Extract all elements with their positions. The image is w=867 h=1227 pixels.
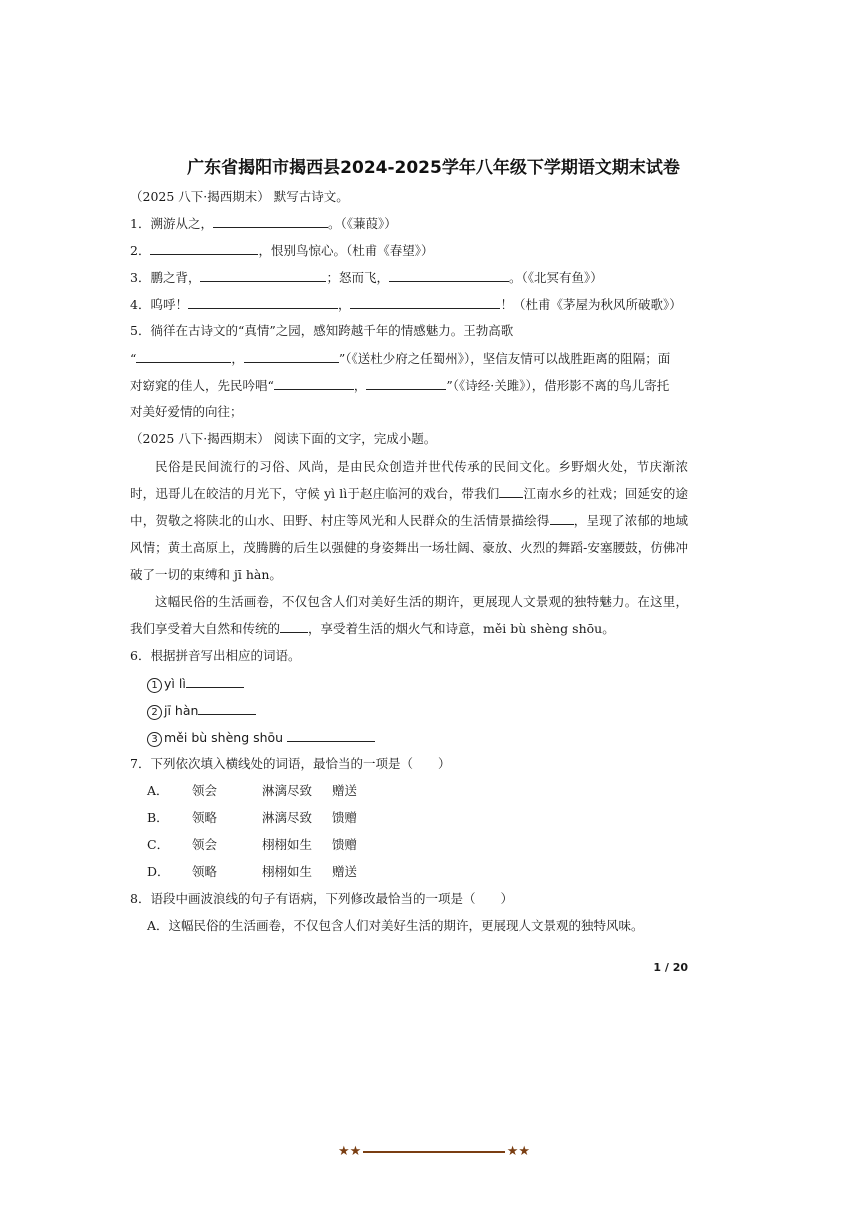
q6-item-3-marker: 3	[147, 732, 162, 747]
q6-item-3	[147, 727, 707, 748]
q5-blank-1[interactable]	[136, 348, 231, 363]
page-title: 广东省揭阳市揭西县2024-2025学年八年级下学期语文期末试卷	[187, 158, 680, 178]
passage1-text-c: ，呈现了浓郁的地域风情；黄土高原上，茂腾腾的后生以强健的身姿舞出一场壮阔、豪放、火烈的舞蹈-安塞腰鼓，仿佛冲破了一切的束缚和 jī hàn。	[130, 513, 688, 582]
q5-text-c: ”（《送杜少府之任蜀州》），坚信友情可以战胜距离的阻隔；面	[338, 351, 671, 366]
q4-text-c: ！（杜甫《茅屋为秋风所破歌》）	[500, 297, 682, 312]
q7-option-d-word-2: 栩栩如生	[262, 864, 313, 879]
passage2-text-a: 这幅民俗的生活画卷，不仅包含人们对美好生活的期许，更展现人文景观的独特魅力。在这里，我们享受着大自然和传统的	[130, 594, 688, 636]
q3-text-a: 3．鹏之背，	[130, 270, 201, 285]
q6-item-1-blank[interactable]	[186, 673, 244, 688]
q6-item-2-pinyin: jī hàn	[164, 703, 199, 718]
q7-option-b-label: B．	[147, 810, 169, 825]
q5-text-l3c: ”（《诗经·关雎》），借形影不离的鸟儿寄托	[446, 378, 670, 393]
q2-text-b: ，恨别鸟惊心。（杜甫《春望》）	[258, 243, 434, 258]
q7-option-a-label: A．	[147, 783, 169, 798]
q6-item-3-blank[interactable]	[287, 727, 375, 742]
q6-item-2-marker: 2	[147, 705, 162, 720]
question-1	[130, 213, 690, 234]
passage-blank-2[interactable]	[550, 510, 574, 525]
question-2	[130, 240, 690, 261]
passage-blank-1[interactable]	[499, 483, 523, 498]
passage1-text-a: 民俗是民间流行的习俗、风尚，是由民众创造并世代传承的民间文化。乡野烟火处，节庆渐浓时，迅哥儿在皎洁的月光下，守候 yì lì于赵庄临河的戏台，带我们	[130, 459, 688, 501]
q5-blank-2[interactable]	[244, 348, 339, 363]
q6-item-3-pinyin: měi bù shèng shōu	[164, 730, 284, 745]
q6-item-2-blank[interactable]	[198, 700, 256, 715]
section-header-1: （2025 八下·揭西期末） 默写古诗文。	[130, 189, 349, 204]
q8-option-a[interactable]: A．这幅民俗的生活画卷，不仅包含人们对美好生活的期许，更展现人文景观的独特风味。	[147, 918, 644, 933]
q7-option-a-word-1: 领会	[192, 783, 218, 798]
q4-blank-2[interactable]	[350, 294, 500, 309]
passage-blank-3[interactable]	[280, 618, 308, 633]
passage2-text-b: ，享受着生活的烟火气和诗意，měi bù shèng shōu。	[308, 621, 615, 636]
q7-option-d-word-1: 领略	[192, 864, 218, 879]
question-5-line-3	[130, 375, 690, 396]
footer-ornament	[338, 1143, 530, 1161]
q4-text-b: ，	[337, 297, 351, 312]
question-8: 8．语段中画波浪线的句子有语病，下列修改最恰当的一项是（ ）	[130, 891, 513, 906]
star-icon: ★★	[506, 1144, 530, 1159]
q3-text-b: ；怒而飞，	[326, 270, 389, 285]
q7-option-a-word-2: 淋漓尽致	[262, 783, 313, 798]
q1-text-b: 。（《蒹葭》）	[327, 216, 397, 231]
q3-blank-1[interactable]	[200, 267, 326, 282]
question-7: 7．下列依次填入横线处的词语，最恰当的一项是（ ）	[130, 756, 451, 771]
q3-blank-2[interactable]	[389, 267, 509, 282]
q5-blank-3[interactable]	[274, 375, 354, 390]
q6-item-1	[147, 673, 707, 694]
page-number: 1 / 20	[653, 961, 688, 974]
q5-quote-open: “	[130, 351, 137, 366]
q5-comma: ，	[231, 351, 244, 366]
q7-option-b-word-2: 淋漓尽致	[262, 810, 313, 825]
q7-option-a-word-3: 赠送	[332, 783, 358, 798]
q4-blank-1[interactable]	[188, 294, 338, 309]
q7-option-c[interactable]	[147, 835, 707, 855]
q4-text-a: 4．呜呼！	[130, 297, 188, 312]
passage-paragraph-1	[130, 453, 688, 588]
q7-option-c-word-1: 领会	[192, 837, 218, 852]
section-header-2: （2025 八下·揭西期末） 阅读下面的文字，完成小题。	[130, 431, 437, 446]
q7-option-c-word-3: 馈赠	[332, 837, 358, 852]
question-5-line-4: 对美好爱情的向往；	[130, 404, 243, 419]
q7-option-b[interactable]	[147, 808, 707, 828]
star-icon: ★★	[338, 1144, 362, 1159]
question-5-line-2	[130, 348, 690, 369]
q7-option-c-word-2: 栩栩如生	[262, 837, 313, 852]
q5-text-l3a: 对窈窕的佳人，先民吟唱“	[130, 378, 274, 393]
q6-item-1-pinyin: yì lì	[164, 676, 186, 691]
question-4	[130, 294, 690, 315]
q7-option-b-word-1: 领略	[192, 810, 218, 825]
footer-rule	[363, 1151, 504, 1153]
q7-option-d-word-3: 赠送	[332, 864, 358, 879]
q1-text-a: 1．溯游从之，	[130, 216, 213, 231]
q7-option-d[interactable]	[147, 862, 707, 882]
q7-option-b-word-3: 馈赠	[332, 810, 358, 825]
passage-paragraph-2	[130, 588, 688, 642]
q2-blank[interactable]	[150, 240, 258, 255]
question-3	[130, 267, 690, 288]
question-5-line-1: 5．徜徉在古诗文的“真情”之园，感知跨越千年的情感魅力。王勃高歌	[130, 323, 514, 338]
q5-blank-4[interactable]	[366, 375, 446, 390]
q3-text-c: 。（《北冥有鱼》）	[508, 270, 603, 285]
q7-option-a[interactable]	[147, 781, 707, 801]
q6-item-2	[147, 700, 707, 721]
q5-comma-2: ，	[353, 378, 367, 393]
q2-text-a: 2．	[130, 243, 151, 258]
q1-blank[interactable]	[213, 213, 328, 228]
question-6: 6．根据拼音写出相应的词语。	[130, 648, 301, 663]
q7-option-c-label: C．	[147, 837, 170, 852]
q6-item-1-marker: 1	[147, 678, 162, 693]
q7-option-d-label: D．	[147, 864, 170, 879]
passage1-text-b: 江南水乡的社戏；回延安的途中，贺敬之将陕北的山水、田野、村庄等风光和人民群众的生活情景描绘得	[130, 486, 688, 528]
